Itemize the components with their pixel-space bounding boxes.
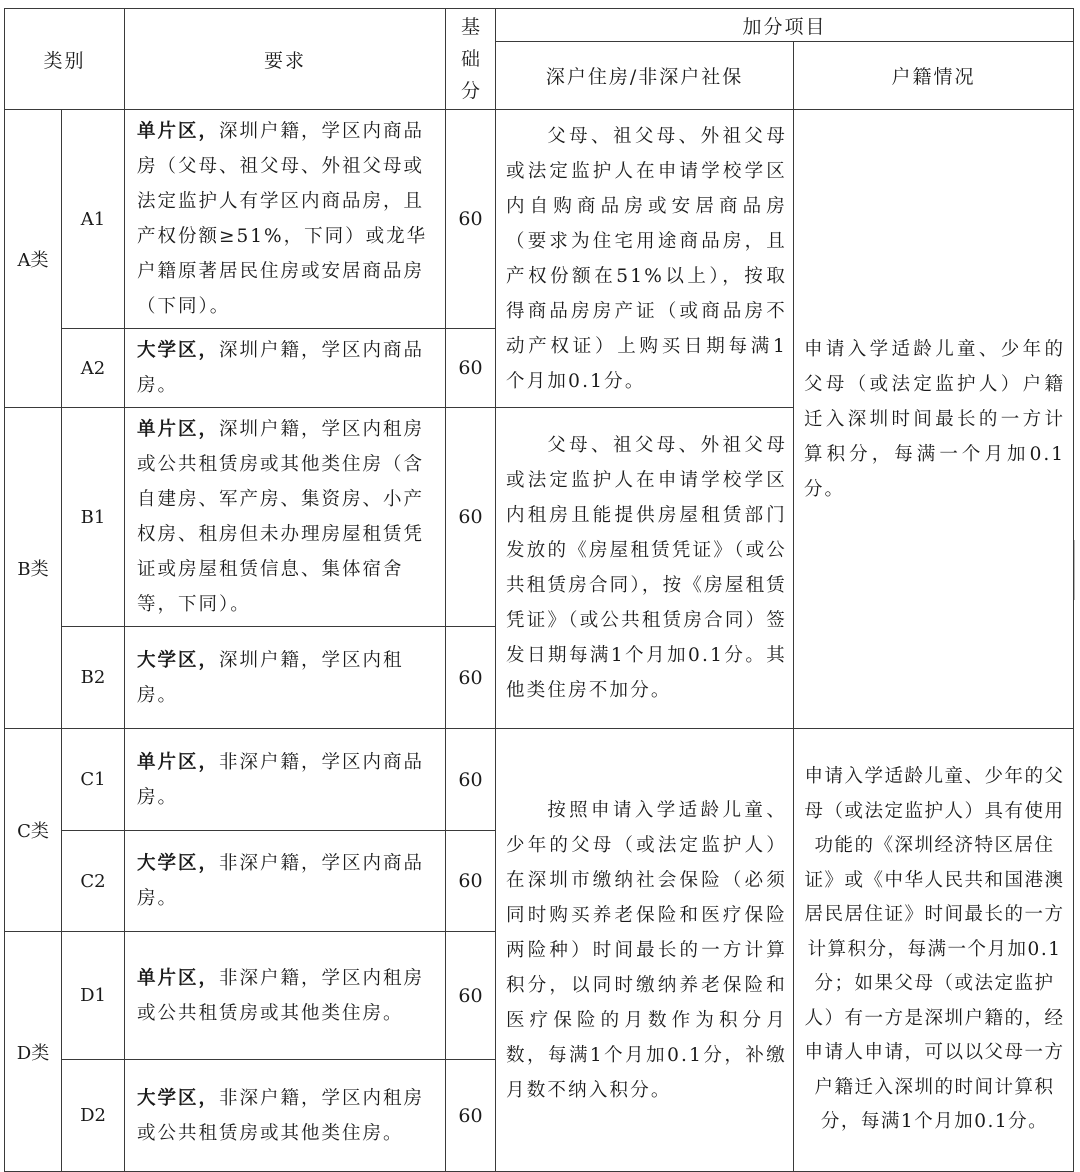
bonus-cd-social-text: 按照申请入学适龄儿童、少年的父母（或法定监护人）在深圳市缴纳社会保险（必须同时购买养老保险和医疗保险两险种）时间最长的一方计算积分，以同时缴纳养老保险和医疗保险的月数作为积分月数，每满1个月加0.1分，补缴月数不纳入积分。 <box>506 799 788 1101</box>
score-b1: 60 <box>446 408 496 627</box>
requirement-d2-text: 非深户籍，学区内租房或公共租赁房或其他类住房。 <box>137 1087 425 1144</box>
subcategory-d2: D2 <box>62 1060 125 1172</box>
score-a2: 60 <box>446 329 496 408</box>
subcategory-c1: C1 <box>62 729 125 831</box>
requirement-a2-text: 深圳户籍，学区内商品房。 <box>137 340 425 396</box>
requirement-d1-text: 非深户籍，学区内租房或公共租赁房或其他类住房。 <box>137 967 425 1024</box>
header-base-score <box>446 9 496 110</box>
requirement-b2 <box>125 627 446 729</box>
requirement-a2 <box>125 329 446 408</box>
header-housing-social: 深户住房/非深户社保 <box>496 42 794 110</box>
category-a: A类 <box>5 110 62 408</box>
header-requirement: 要求 <box>125 9 446 110</box>
requirement-b2-zone: 大学区， <box>137 649 220 671</box>
requirement-c2-zone: 大学区， <box>137 853 220 874</box>
subcategory-c2: C2 <box>62 831 125 932</box>
bonus-b-housing <box>496 408 794 729</box>
requirement-d2-zone: 大学区， <box>137 1087 220 1109</box>
requirement-c2 <box>125 831 446 932</box>
requirement-a1-zone: 单片区， <box>137 121 220 142</box>
subcategory-d1: D1 <box>62 932 125 1060</box>
score-d1: 60 <box>446 932 496 1060</box>
hukou-cd: 申请入学适龄儿童、少年的父母（或法定监护人）具有使用功能的《深圳经济特区居住证》或《中华人民共和国港澳居民居住证》时间最长的一方计算积分，每满一个月加0.1分；如果父母（或法定监护人）有一方是深圳户籍的，经申请人申请，可以以父母一方户籍迁入深圳的时间计算积分，每满1个月加0.1分。 <box>794 729 1074 1172</box>
requirement-a1-text: 深圳户籍，学区内商品房（父母、祖父母、外祖父母或法定监护人有学区内商品房，且产权份额≥51%，下同）或龙华户籍原著居民住房或安居商品房（下同）。 <box>137 121 428 317</box>
requirement-a2-zone: 大学区， <box>137 340 220 361</box>
requirement-c1-text: 非深户籍，学区内商品房。 <box>137 751 425 808</box>
subcategory-b2: B2 <box>62 627 125 729</box>
header-category: 类别 <box>5 9 125 110</box>
bonus-cd-social <box>496 729 794 1172</box>
score-c2: 60 <box>446 831 496 932</box>
requirement-c2-text: 非深户籍，学区内商品房。 <box>137 853 425 909</box>
bonus-a-housing-text: 父母、祖父母、外祖父母或法定监护人在申请学校学区内自购商品房或安居商品房（要求为住宅用途商品房，且产权份额在51%以上），按取得商品房房产证（或商品房不动产权证）上购买日期每满1个月加0.1分。 <box>506 125 788 392</box>
score-b2: 60 <box>446 627 496 729</box>
requirement-b2-text: 深圳户籍，学区内租房。 <box>137 649 404 706</box>
subcategory-a1: A1 <box>62 110 125 329</box>
requirement-c1 <box>125 729 446 831</box>
requirement-d2 <box>125 1060 446 1172</box>
page-edge-mark <box>1074 540 1080 600</box>
header-bonus-items: 加分项目 <box>496 9 1074 42</box>
subcategory-b1: B1 <box>62 408 125 627</box>
category-b: B类 <box>5 408 62 729</box>
score-a1: 60 <box>446 110 496 329</box>
requirement-d1-zone: 单片区， <box>137 967 220 989</box>
requirement-a1 <box>125 110 446 329</box>
subcategory-a2: A2 <box>62 329 125 408</box>
bonus-b-housing-text: 父母、祖父母、外祖父母或法定监护人在申请学校学区内租房且能提供房屋租赁部门发放的《房屋租赁凭证》（或公共租赁房合同），按《房屋租赁凭证》（或公共租赁房合同）签发日期每满1个月加0.1分。其他类住房不加分。 <box>506 435 788 701</box>
category-d: D类 <box>5 932 62 1172</box>
requirement-c1-zone: 单片区， <box>137 751 220 773</box>
admission-points-table <box>4 8 1074 1172</box>
requirement-b1-zone: 单片区， <box>137 419 220 440</box>
score-d2: 60 <box>446 1060 496 1172</box>
requirement-d1 <box>125 932 446 1060</box>
header-hukou-status: 户籍情况 <box>794 42 1074 110</box>
hukou-ab: 申请入学适龄儿童、少年的父母（或法定监护人）户籍迁入深圳时间最长的一方计算积分，每满一个月加0.1分。 <box>794 110 1074 729</box>
requirement-b1 <box>125 408 446 627</box>
requirement-b1-text: 深圳户籍，学区内租房或公共租赁房或其他类住房（含自建房、军产房、集资房、小产权房、租房但未办理房屋租赁凭证或房屋租赁信息、集体宿舍等，下同）。 <box>137 419 425 615</box>
header-base-score-text: 基础分 <box>461 16 481 102</box>
bonus-a-housing <box>496 110 794 408</box>
category-c: C类 <box>5 729 62 932</box>
score-c1: 60 <box>446 729 496 831</box>
